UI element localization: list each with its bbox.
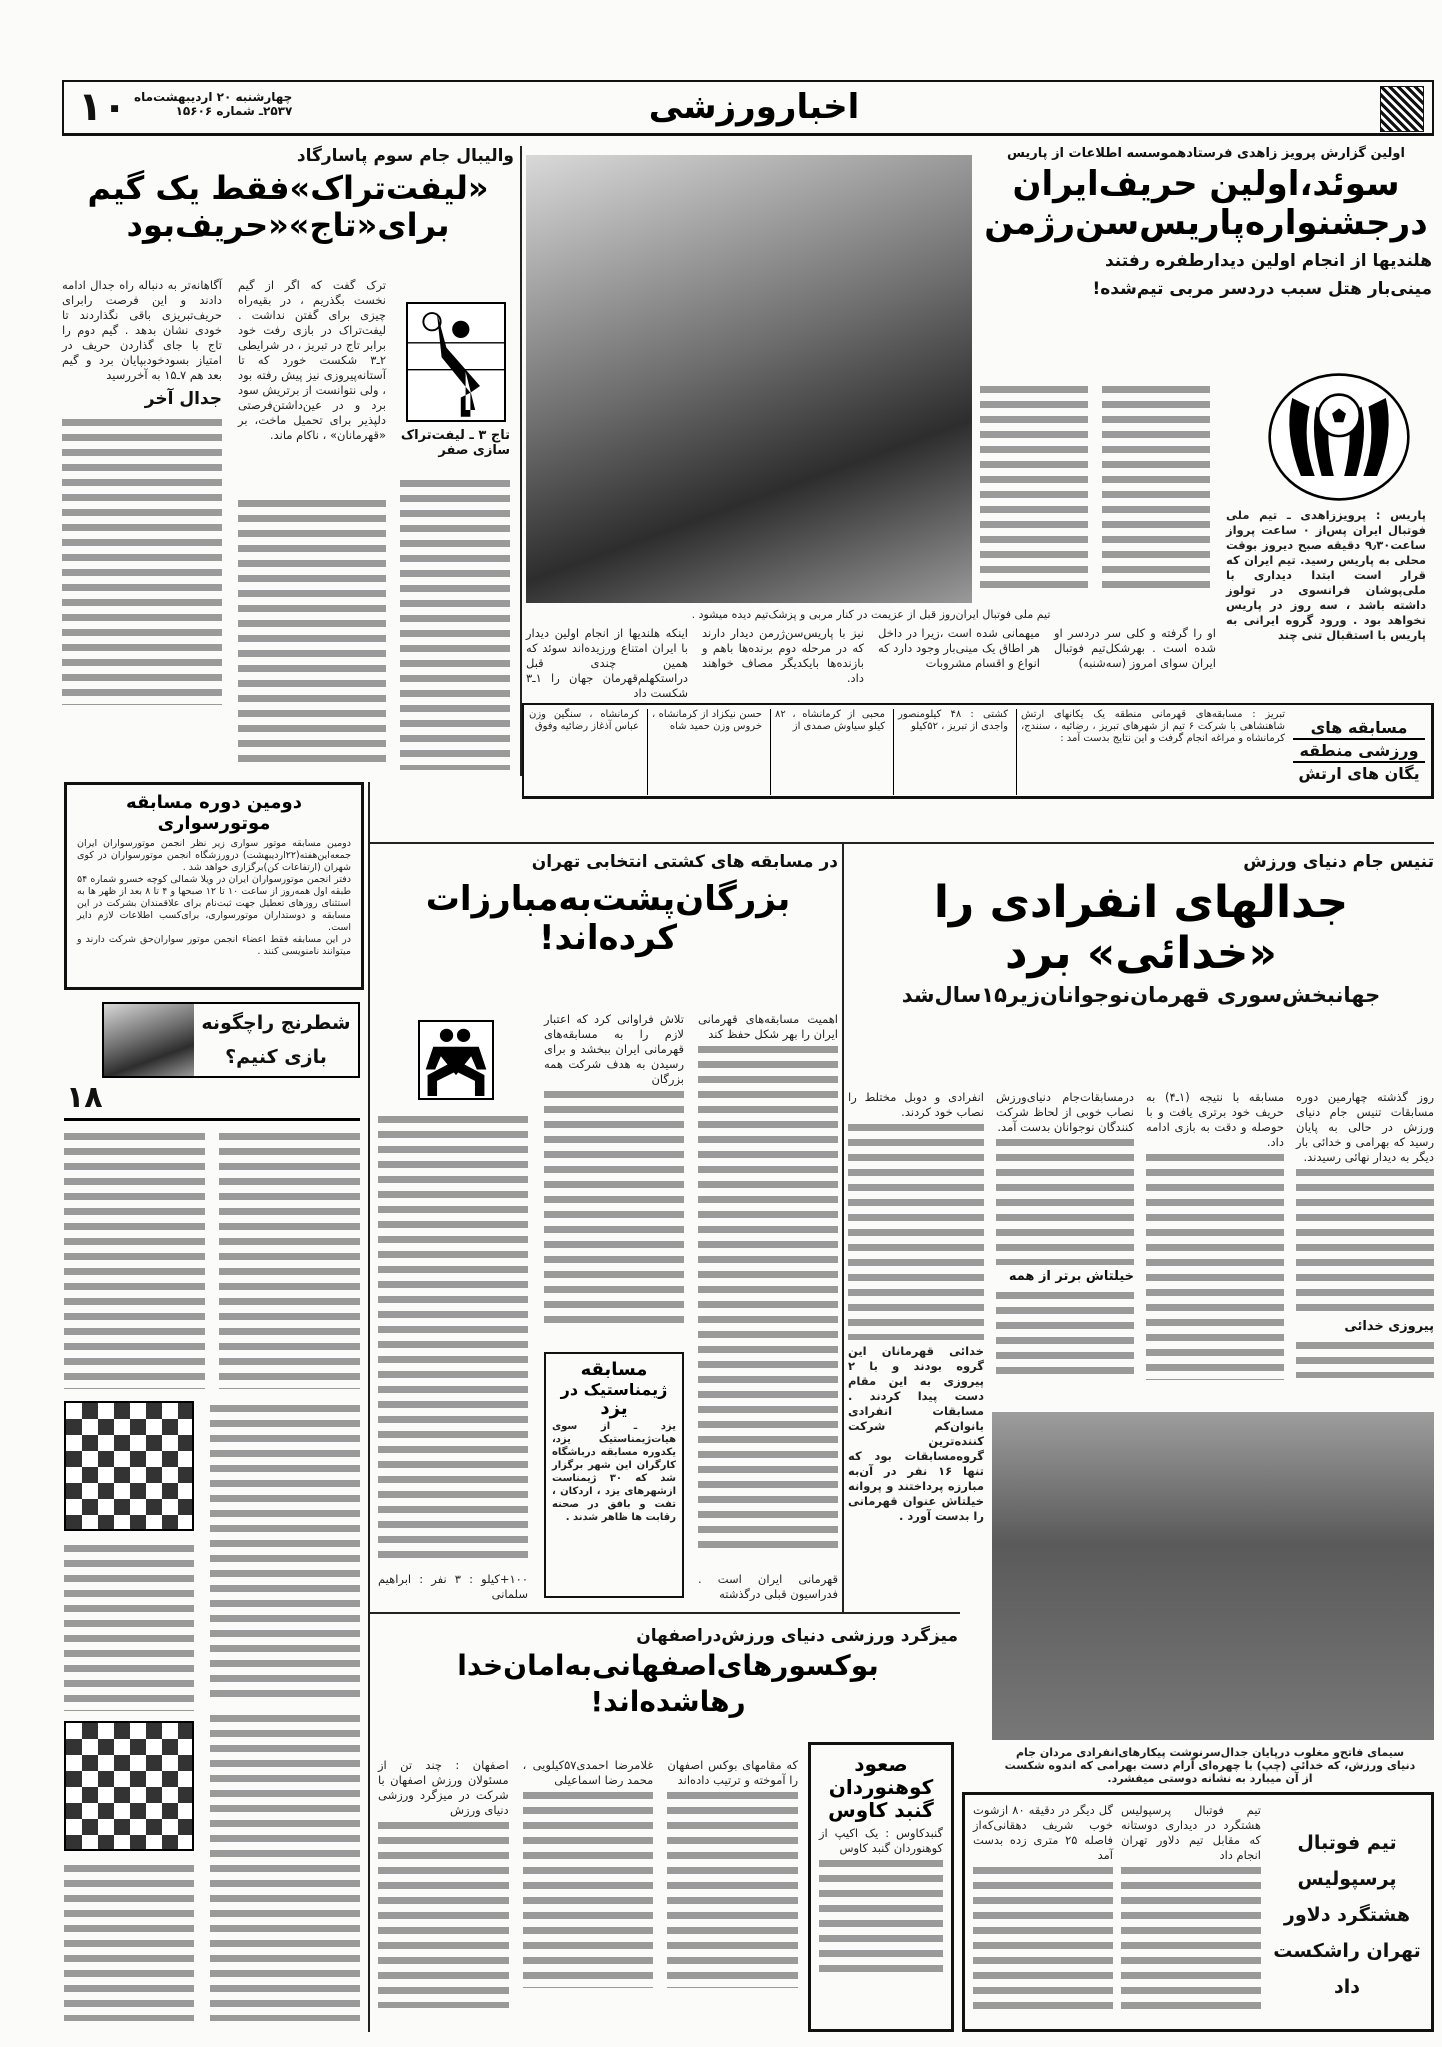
issue-number: ۲۵۳۷ـ شماره ۱۵۶۰۶ <box>175 104 293 118</box>
newspaper-logo <box>1380 86 1424 132</box>
tennis-subhead-2: پیروزی خدائی <box>1344 1319 1434 1334</box>
tennis-col-2: مسابقه با نتیجه (۱ـ۴) به حریف خود برتری یافت و با حوصله و دقت به بازی ادامه داد. <box>1146 1090 1284 1149</box>
paris-kicker: اولین گزارش پرویز زاهدی فرستادهموسسه اطلاعات از پاریس <box>1007 146 1405 161</box>
paris-text-col <box>980 382 1088 592</box>
volleyball-headline-1: «لیفت‌تراک»فقط یک گیم <box>87 169 489 207</box>
football-title-2: پرسپولیس <box>1297 1868 1397 1890</box>
football-col-2: گل دیگر در دقیقه ۸۰ ازشوت خوب شریف دهقانی‌که‌از فاصله ۲۵ متری زده بدست آمد <box>973 1803 1113 1862</box>
boxing-text-col <box>378 1818 509 2008</box>
football-col-1: تیم فوتبال پرسپولیس هشتگرد در دیداری دوستانه که مقابل تیم دلاور تهران انجام داد <box>1121 1803 1261 1862</box>
tennis-subhead: جهانبخش‌سوری قهرمان‌نوجوانان‌زیر۱۵سال‌شد <box>901 983 1381 1008</box>
regional-army-box <box>522 703 1434 799</box>
boxing-col-3: که مقامهای بوکس اصفهان را آموخته و ترتیب داده‌اند <box>667 1758 798 1787</box>
wrestling-text-col <box>378 1112 528 1562</box>
football-text-col <box>1121 1863 1261 2013</box>
wrestling-kicker: در مسابقه های کشتی انتخابی تهران <box>531 852 838 872</box>
tennis-text-col <box>996 1135 1134 1265</box>
wrestling-text-col <box>544 1087 684 1327</box>
tennis-text-col <box>1146 1150 1284 1380</box>
tennis-headline-2: «خدائی» برد <box>1005 927 1277 979</box>
regional-title-2: ورزشی منطقه <box>1293 740 1425 763</box>
volleyball-headline-2: برای«تاج»«حریف‌بود <box>126 205 450 244</box>
volleyball-text-col <box>62 415 222 705</box>
issue-date: چهارشنبه ۲۰ اردیبهشت‌ماه <box>134 90 293 104</box>
boxing-headline-2: رهاشده‌اند! <box>590 1685 746 1719</box>
volleyball-col-right: ترک گفت که اگر از گیم نخست بگذریم ، در بقیه‌راه چیزی برای گفتن نداشت . لیفت‌تراک در بازی رفت خود برابر تاج در تبریز ، در شرایطی ۲ـ۳ شکست خورد که تا آستانه‌پیروزی نیز پیش رفته بود ، ولی نتوانست از برتریش سود برد و در عین‌داشتن‌فرصتی دلپذیر برای تحمیل ماخت، بر «قهرمانان» ، ناکام ماند. <box>238 278 386 442</box>
tennis-headline-1: جدالهای انفرادی را <box>933 877 1349 928</box>
wrestling-pictogram-icon <box>418 1020 494 1100</box>
chess-board <box>64 1401 194 1531</box>
chess-text-col <box>64 1861 194 2021</box>
regional-col-1: تبریز : مسابقه‌های قهرمانی منطقه یک یکانهای ارتش شاهنشاهی با شرکت ۶ تیم از شهرهای تبریز ، رضائیه ، سنندج، کرمانشاه و مراغه انجام گرفت و این نتایج بدست آمد : <box>1016 709 1285 795</box>
football-title-3: هشتگرد دلاور <box>1283 1904 1411 1926</box>
mountaineering-box <box>808 1742 954 2032</box>
boxing-headline-1: بوکسورهای‌اصفهانی‌به‌امان‌خدا <box>457 1649 879 1682</box>
wrestling-footer-2: قهرمانی ایران است . فدراسیون قبلی درگذشته <box>698 1572 838 1601</box>
gym-title-2: ژیمناستیک در <box>560 1379 668 1399</box>
boxing-text-col <box>667 1788 798 1988</box>
motocross-p3: در این مسابقه فقط اعضاء انجمن موتور سواران‌حق شرکت دارند و میتوانند نامنویسی کنند . <box>77 934 351 958</box>
boxing-text-col <box>523 1788 654 1988</box>
volleyball-subhead: جدال آخر <box>144 389 222 409</box>
tennis-handshake-photo <box>992 1412 1434 1740</box>
tennis-col-3: درمسابقات‌جام دنیای‌ورزش نصاب خوبی از لحاظ شرکت کنندگان نوجوانان بدست آمد. <box>996 1090 1134 1134</box>
football-title-1: تیم فوتبال <box>1297 1832 1397 1854</box>
motocross-p2: دفتر انجمن موتورسواران ایران در ویلا شمالی کوچه خسرو شماره ۵۴ طبقه اول همه‌روز از ساعت ۱۰ تا ۱۲ صبحها و ۴ تا ۸ بعد از ظهر ها به استثنای روزهای تعطیل جهت ثبت‌نام برای علاقمندان بشرکت در این مسابقه و دوستداران موتورسواری، برای‌کسب اطلاعات لازم دایر است. <box>77 874 352 934</box>
tennis-text-col <box>1296 1165 1434 1315</box>
volleyball-text-col <box>238 496 386 770</box>
volleyball-col-left: آگاهانه‌تر به دنباله راه جدال ادامه دادند و این فرصت رابرای حریف‌تبریزی باقی نگذاردند تا خودی نشان بدهد . گیم دوم را تاج با جای گذاردن حریف در امتیاز بسودخودبپایان برد و گیم بعد هم ۷ـ۱۵ به آخررسید <box>62 278 222 382</box>
wrestling-headline-2: کرده‌اند! <box>538 918 677 959</box>
gym-title-1: مسابقه <box>580 1359 648 1380</box>
paris-col-2: نیز با پاریس‌سن‌ژرمن دیدار دارند که در مرحله دوم برنده‌ها باهم و بازنده‌ها بایکدیگر مصاف خواهند داد. <box>702 626 864 685</box>
world-cup-logo-icon <box>1266 372 1412 502</box>
volleyball-article <box>62 146 514 776</box>
tennis-col-4: انفرادی و دوبل مختلط را نصاب خود کردند. <box>848 1090 984 1119</box>
paris-subhead-1: هلندیها از انجام اولین دیدارطفره رفتند <box>1104 251 1432 272</box>
chess-text-col <box>64 1129 205 1389</box>
boxing-col-1: اصفهان : چند تن از مسئولان ورزش اصفهان با شرکت در میزگرد ورزشی دنیای ورزش <box>377 1758 509 1817</box>
motocross-p1: دومین مسابقه موتور سواری زیر نظر انجمن موتورسواران ایران جمعه‌این‌هفته(۲۲اردیبهشت) درورزشگاه انجمن موتورسواران در کوی شهران (ارتفاعات کن)برگزاری خواهد شد . <box>77 838 351 874</box>
paris-col-1: اینکه هلندیها از انجام اولین دیدار با ایران امتناع ورزیده‌اند سوئد که همین چندی قبل دراستکهلم‌قهرمان جهان را ۱ـ۳ شکست داد <box>526 626 688 700</box>
wrestling-col-1: تلاش فراوانی کرد که اعتبار لازم را به مسابقه‌های قهرمانی ایران ببخشد و برای رسیدن به هدف شرکت همه بزرگان <box>544 1012 684 1086</box>
wrestling-text-col <box>698 1042 838 1552</box>
chess-header <box>102 1002 360 1078</box>
regional-title-3: یگان های ارتش <box>1298 764 1420 783</box>
tennis-photo-caption: سیمای فاتح‌و مغلوب درپایان جدال‌سرنوشت پیکارهای‌انفرادی مردان جام دنیای ورزش، که خدائی (چپ) با چهره‌ای آرام دست بهرامی که اندوه شکست از آن میبارد به نشانه دوستی میفشرد. <box>1004 1746 1416 1785</box>
mountain-text-col <box>819 1856 943 1976</box>
paris-headline-1: سوئد،اولین حریف‌ایران <box>1012 164 1400 204</box>
chess-title-2: بازی کنیم؟ <box>225 1046 327 1068</box>
regional-col-2: کشتی : ۴۸ کیلومنصور واجدی از تبریز ، ۵۲کیلو <box>893 709 1008 795</box>
team-photo <box>526 155 972 603</box>
chess-title-1: شطرنج راچگونه <box>201 1012 351 1034</box>
mountain-text: گنبدکاوس : یک اکیپ از کوهنوردان گنبد کاوس <box>819 1826 943 1855</box>
motocross-box <box>64 782 364 990</box>
gym-text: یزد ـ از سوی هیات‌ژیمناستیک یزد، یکدوره مسابقه درباشگاه کارگران این شهر برگزار شد که ۳۰ ژیمناست ازشهرهای یزد ، اردکان ، تفت و بافق در صحنه رقابت ها ظاهر شدند . <box>552 1420 676 1523</box>
paris-headline-2: درجشنواره‌پاریس‌سن‌رژمن <box>984 203 1428 244</box>
chess-text-col <box>210 1401 360 1701</box>
team-photo-caption: تیم ملی فوتبال ایران‌روز قبل از عزیمت در کنار مربی و پزشک‌تیم دیده میشود . <box>691 608 1051 621</box>
chess-text-col <box>219 1129 360 1389</box>
paris-col-3: میهمانی شده است ،زیرا در داخل هر اطاق یک مینی‌بار وجود دارد که انواع و اقسام مشروبات <box>878 626 1040 670</box>
regional-col-5: کرمانشاه ، سنگین وزن عباس آذغاز رضائیه وفوق <box>529 709 639 732</box>
page-header <box>62 80 1434 136</box>
regional-col-3: محبی از کرمانشاه ، ۸۲ کیلو سیاوش صمدی از <box>770 709 885 795</box>
tennis-text-col <box>848 1120 984 1340</box>
regional-col-4: حسن نیکزاد از کرمانشاه ، خروس وزن حمید شاه <box>647 709 762 795</box>
tennis-col-1: روز گذشته چهارمین دوره مسابقات تنیس جام دنیای ورزش در حالی به پایان رسید که بهرامی و خدائی بار دیگر به دیدار نهائی رسیدند. <box>1296 1090 1434 1164</box>
tennis-subhead-3: خیلتاش برتر از همه <box>1008 1269 1134 1284</box>
motocross-title: دومین دوره مسابقه موتورسواری <box>126 792 302 834</box>
football-text-col <box>973 1863 1113 2013</box>
page-number: ۱۰ <box>78 84 127 130</box>
tennis-kicker: تنیس جام دنیای ورزش <box>1243 852 1434 872</box>
volleyball-kicker: والیبال جام سوم پاسارگاد <box>296 146 514 166</box>
section-title: اخبارورزشی <box>648 87 860 127</box>
paris-logo-text: پاریس : پرویززاهدی ـ تیم ملی فوتبال ایران پس‌از ۰ ساعت پرواز ساعت۹٫۳۰ دقیقه صبح دیروز بوقت محلی به پاریس رسید. تیم ایران که قرار است ابتدا دیداری با ملی‌پوشان فرانسوی در تولوز داشته باشد ، سه روز در پاریس نخواهد بود . ورود گروه ایرانی به پاریس با استقبال تنی چند <box>1226 508 1426 642</box>
paris-subhead-2: مینی‌بار هتل سبب دردسر مربی تیم‌شده! <box>1092 279 1432 300</box>
mountain-title-1: صعود <box>854 1752 908 1776</box>
boxing-col-2: غلامرضا احمدی۵۷کیلویی ، محمد رضا اسماعیلی <box>522 1758 654 1787</box>
wrestling-footer-1: ۱۰۰+کیلو : ۳ نفر : ابراهیم سلمانی <box>378 1572 528 1601</box>
paris-text-col <box>1102 382 1210 592</box>
chess-lesson-number: ۱۸ <box>66 1080 103 1115</box>
football-title-4: تهران راشکست <box>1273 1940 1421 1962</box>
wrestling-headline-1: بزرگان‌پشت‌به‌مبارزات <box>425 879 791 919</box>
tennis-text-col <box>996 1288 1134 1378</box>
mountain-title-2: کوهنوردان <box>828 1775 934 1799</box>
mountain-title-3: گنبد کاوس <box>828 1798 934 1822</box>
gym-title-3: یزد <box>600 1398 628 1420</box>
volleyball-icon-caption: تاج ۳ ـ لیفت‌تراک سازی صفر <box>400 428 510 458</box>
volleyball-text-col <box>400 476 510 770</box>
football-title-5: داد <box>1333 1976 1360 1998</box>
gymnastics-box <box>544 1352 684 1598</box>
paris-col-4: او را گرفته و کلی سر دردسر او شده است . بهرشکل‌تیم فوتبال ایران سوای امروز (سه‌شنبه) <box>1054 626 1216 670</box>
volleyball-pictogram-icon <box>406 302 506 422</box>
chess-board <box>64 1721 194 1851</box>
chess-text-col <box>64 1541 194 1711</box>
tennis-text-col <box>1296 1338 1434 1378</box>
regional-title-1: مسابقه های <box>1293 717 1425 740</box>
chess-text-col <box>210 1711 360 2021</box>
boxing-kicker: میزگرد ورزشی دنیای ورزش‌دراصفهان <box>636 1626 958 1646</box>
wrestling-col-2: اهمیت مسابقه‌های قهرمانی ایران را بهر شکل حفظ کند <box>698 1012 838 1041</box>
persepolis-box <box>962 1792 1434 2032</box>
tennis-col-5: خدائی قهرمانان این گروه بودند و با ۲ پیروزی به این مقام دست پیدا کردند . مسابقات انفرادی بانوان‌کم شرکت کننده‌ترین گروه‌مسابقات بود که تنها ۱۶ نفر در آن‌به مبارزه پرداختند و پروانه خیلتاش عنوان قهرمانی را بدست آورد . <box>848 1344 984 1523</box>
chess-players-illustration <box>104 1004 194 1076</box>
